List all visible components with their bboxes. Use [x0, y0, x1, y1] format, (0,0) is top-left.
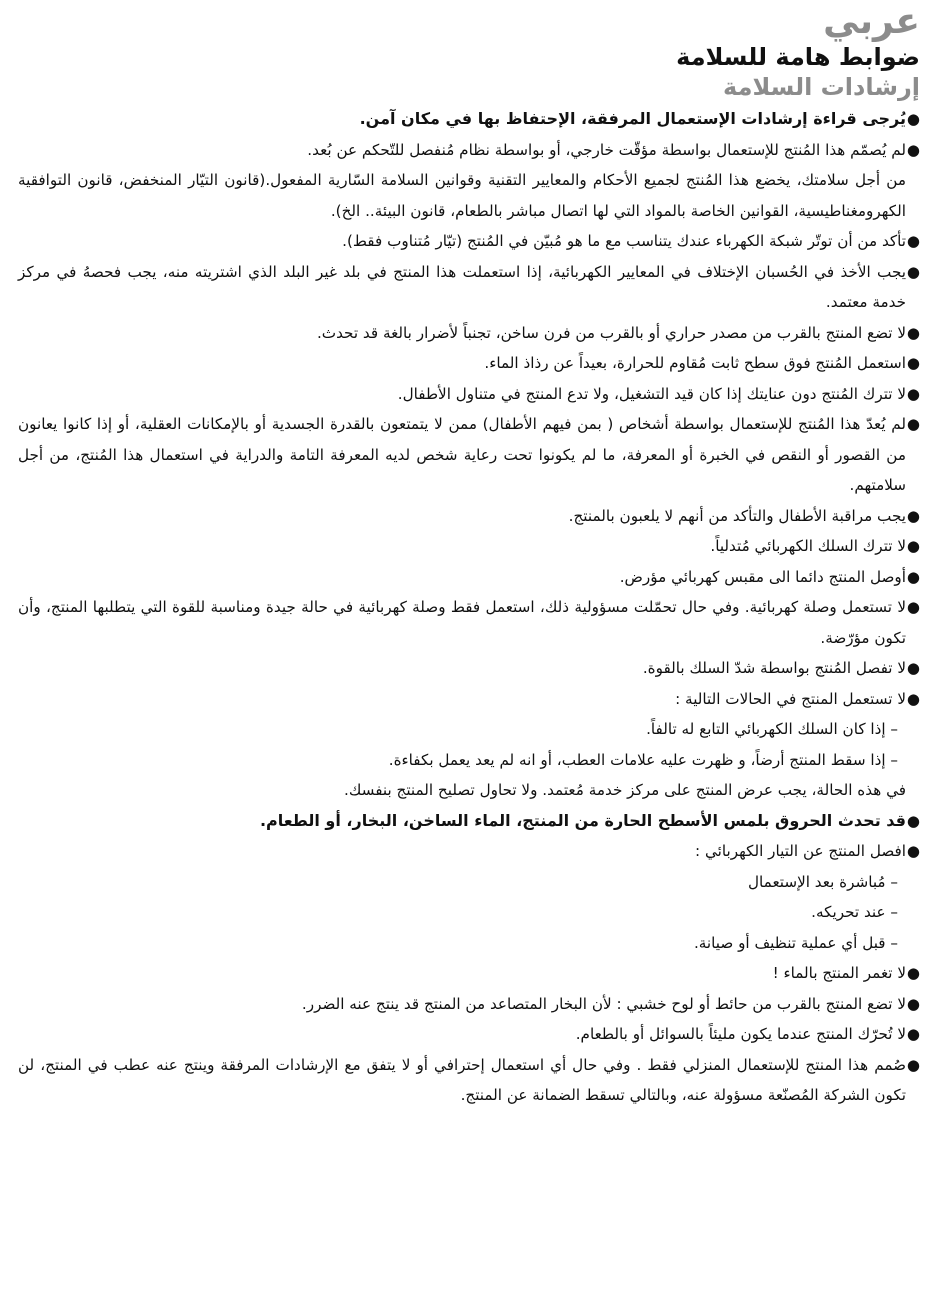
- bullet-icon: ●: [906, 659, 920, 677]
- instruction-item: [18, 135, 920, 166]
- instruction-item: [18, 379, 920, 410]
- bullet-icon: ●: [906, 689, 920, 708]
- instruction-item: [18, 836, 920, 867]
- instruction-continuation: في هذه الحالة، يجب عرض المنتج على مركز خدمة مُعتمد. ولا تحاول تصليح المنتج بنفسك.: [344, 781, 906, 799]
- page-subtitle: إرشادات السلامة: [723, 73, 920, 101]
- instruction-item: [18, 409, 920, 501]
- bullet-icon: ●: [906, 811, 920, 830]
- instruction-text: قد تحدث الحروق بلمس الأسطح الحارة من المنتج، الماء الساخن، البخار، أو الطعام.: [259, 810, 906, 830]
- instruction-text: لا تفصل المُنتج بواسطة شدّ السلك بالقوة.: [642, 659, 906, 677]
- instruction-item: [18, 226, 920, 257]
- instruction-item: [18, 1019, 920, 1050]
- instruction-item: [18, 104, 920, 135]
- bullet-icon: ●: [906, 140, 920, 159]
- instruction-item: [18, 501, 920, 532]
- instruction-item: [18, 531, 920, 562]
- instruction-text: لا تضع المنتج بالقرب من حائط أو لوح خشبي : لأن البخار المتصاعد من المنتج قد ينتج عنه الضرر.: [301, 994, 906, 1013]
- sub-item: – إذا كان السلك الكهربائي التابع له تالفاً.: [646, 720, 898, 738]
- instruction-text: لا تضع المنتج بالقرب من مصدر حراري أو بالقرب من فرن ساخن، تجنباً لأضرار بالغة قد تحدث.: [316, 323, 906, 342]
- instruction-item: [18, 684, 920, 715]
- bullet-icon: ●: [906, 415, 920, 433]
- instruction-item: [18, 562, 920, 593]
- bullet-icon: ●: [906, 537, 920, 555]
- bullet-icon: ●: [906, 506, 920, 525]
- instruction-text: يُرجى قراءة إرشادات الإستعمال المرفقة، الإحتفاظ بها في مكان آمن.: [359, 109, 906, 128]
- instruction-text: صُمم هذا المنتج للإستعمال المنزلي فقط . وفي حال أي استعمال إحترافي أو لا يتفق مع الإرشادات المرفقة وينتج عنه عطب في المنتج، لن تكون الشركة المُصنّعة مسؤولة عنه، وبالتالي تسقط الضمانة عن المنتج.: [18, 1055, 906, 1104]
- instruction-item: [18, 1050, 920, 1111]
- instruction-text: لا تستعمل المنتج في الحالات التالية :: [675, 689, 906, 708]
- bullet-icon: ●: [906, 842, 920, 860]
- sub-item: – مُباشرة بعد الإستعمال: [748, 872, 898, 891]
- instruction-item: [18, 653, 920, 684]
- language-label: عربي: [823, 1, 920, 42]
- instruction-continuation: من أجل سلامتك، يخضع هذا المُنتج لجميع الأحكام والمعايير التقنية وقوانين السلامة السّارية المفعول.(قانون التيّار المنخفض، قانون التوافقية الكهرومغناطيسية، القوانين الخاصة بالمواد التي لها اتصال مباشر بالطعام، قانون البيئة.. الخ).: [18, 171, 906, 220]
- bullet-icon: ●: [906, 994, 920, 1013]
- instruction-text: لا تغمر المنتج بالماء !: [772, 964, 906, 982]
- instruction-text: تأكد من أن توتّر شبكة الكهرباء عندك يتناسب مع ما هو مُبيّن في المُنتج (تيّار مُتناوب فقط).: [342, 232, 906, 250]
- bullet-icon: ●: [906, 1025, 920, 1043]
- bullet-icon: ●: [906, 354, 920, 372]
- instruction-item: [18, 318, 920, 349]
- instruction-item: [18, 348, 920, 379]
- instruction-item: [18, 257, 920, 318]
- bullet-icon: ●: [906, 598, 920, 616]
- instruction-text: لا تُحرّك المنتج عندما يكون مليئاً بالسوائل أو بالطعام.: [575, 1025, 906, 1043]
- bullet-icon: ●: [906, 1055, 920, 1074]
- sub-item: – قبل أي عملية تنظيف أو صيانة.: [693, 933, 898, 952]
- instruction-text: لا تستعمل وصلة كهربائية. وفي حال تحمّلت مسؤولية ذلك، استعمل فقط وصلة كهربائية في حالة جيدة ومناسبة للقوة التي يتطلبها المنتج، وأن تكون مؤرّضة.: [18, 598, 906, 647]
- instruction-text: لا تترك المُنتج دون عنايتك إذا كان قيد التشغيل، ولا تدع المنتج في متناول الأطفال.: [397, 384, 906, 403]
- instruction-text: افصل المنتج عن التيار الكهربائي :: [695, 842, 906, 860]
- page-title: ضوابط هامة للسلامة: [676, 43, 920, 71]
- instruction-text: يجب مراقبة الأطفال والتأكد من أنهم لا يلعبون بالمنتج.: [568, 506, 906, 525]
- instruction-text: استعمل المُنتج فوق سطح ثابت مُقاوم للحرارة، بعيداً عن رذاذ الماء.: [484, 354, 906, 372]
- bullet-icon: ●: [906, 232, 920, 250]
- bullet-icon: ●: [906, 110, 920, 128]
- bullet-icon: ●: [906, 567, 920, 586]
- instruction-text: لم يُصمّم هذا المُنتج للإستعمال بواسطة مؤقّت خارجي، أو بواسطة نظام مُنفصل للتّحكم عن بُعد.: [307, 140, 906, 159]
- bullet-icon: ●: [906, 323, 920, 342]
- bullet-icon: ●: [906, 964, 920, 982]
- instruction-item: [18, 989, 920, 1020]
- bullet-icon: ●: [906, 262, 920, 281]
- instruction-item: [18, 958, 920, 989]
- instruction-text: لا تترك السلك الكهربائي مُتدلياً.: [710, 537, 906, 555]
- instruction-item: [18, 592, 920, 653]
- instruction-text: لم يُعدّ هذا المُنتج للإستعمال بواسطة أشخاص ( بمن فيهم الأطفال) ممن لا يتمتعون بالقدرة الجسدية أو بالإمكانات العقلية، أو إذا كانوا يعانون من القصور أو النقص في الخبرة أو المعرفة، ما لم يكونوا تحت رعاية شخص لديه المعرفة التامة والدراية في استعمال هذا المُنتج، من أجل سلامتهم.: [18, 415, 906, 494]
- instruction-item: [18, 806, 920, 837]
- instruction-text: يجب الأخذ في الحُسبان الإختلاف في المعايير الكهربائية، إذا استعملت هذا المنتج في بلد غير البلد الذي اشتريته منه، يجب فحصهُ في مركز خدمة معتمد.: [18, 262, 906, 311]
- instruction-text: أوصل المنتج دائما الى مقبس كهربائي مؤرض.: [619, 567, 906, 586]
- bullet-icon: ●: [906, 384, 920, 403]
- sub-item: – إذا سقط المنتج أرضاً، و ظهرت عليه علامات العطب، أو انه لم يعد يعمل بكفاءة.: [388, 750, 898, 769]
- sub-item: – عند تحريكه.: [811, 903, 898, 921]
